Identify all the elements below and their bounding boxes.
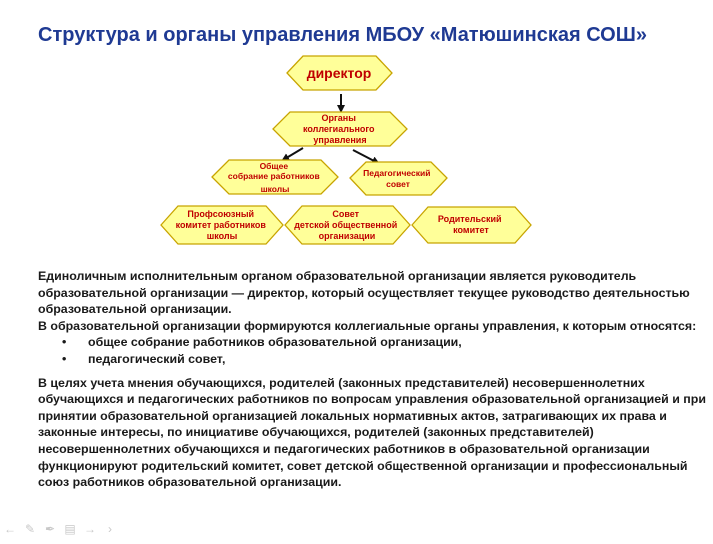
node-children-council-line: организации: [318, 231, 376, 241]
node-director: [287, 56, 392, 90]
description-text: [38, 268, 706, 491]
node-general-meeting-line: школы: [260, 184, 290, 194]
paragraph-director: Единоличным исполнительным органом образовательной организации является руководитель образовательной организации — директор, который осуществляет текущее руководство деятельностью образовательной организации.: [38, 269, 690, 317]
bullet-list: [38, 334, 706, 367]
list-item: [38, 334, 706, 351]
page-title: Структура и органы управления МБОУ «Матюшинская СОШ»: [38, 24, 647, 46]
node-general-meeting: [212, 160, 338, 194]
node-pedagogical-council: [350, 162, 447, 195]
node-ped-council-line: Педагогический: [363, 168, 431, 178]
chevron-right-icon[interactable]: ›: [108, 522, 112, 536]
arrow-collegial-general: [283, 148, 303, 160]
list-item-text: общее собрание работников образовательной организации,: [88, 335, 462, 350]
slides-icon[interactable]: ▤: [64, 522, 76, 536]
node-trade-union: [161, 206, 283, 244]
org-structure-diagram: [0, 0, 713, 260]
node-trade-union-line: Профсоюзный: [187, 209, 255, 219]
bullet-icon: •: [62, 335, 67, 350]
node-children-council: [285, 206, 410, 244]
list-item: [38, 351, 706, 368]
node-children-council-line: детской общественной: [294, 220, 398, 230]
node-trade-union-line: комитет работников: [175, 220, 266, 230]
node-trade-union-line: школы: [206, 231, 238, 241]
arrow-right-icon[interactable]: →: [84, 522, 96, 536]
node-collegial-bodies: [273, 112, 407, 146]
node-director-line: директор: [306, 65, 372, 81]
node-children-council-line: Совет: [332, 209, 360, 219]
marker-icon[interactable]: ✒: [44, 522, 56, 536]
arrow-collegial-ped: [353, 150, 378, 163]
node-parent-committee-line: Родительский: [437, 214, 502, 224]
node-collegial-line: Органы: [321, 113, 356, 123]
node-ped-council-line: совет: [386, 179, 410, 189]
pen-icon[interactable]: ✎: [24, 522, 36, 536]
node-parent-committee-line: комитет: [453, 225, 489, 235]
bullet-icon: •: [62, 351, 67, 366]
node-collegial-line: управления: [313, 135, 367, 145]
arrow-left-icon[interactable]: ←: [4, 522, 16, 536]
node-general-meeting-line: собрание работников: [227, 171, 320, 181]
list-item-text: педагогический совет,: [88, 351, 226, 366]
node-general-meeting-line: Общее: [259, 161, 289, 171]
slideshow-toolbar: [4, 522, 116, 538]
svg-text:директор: [307, 65, 372, 81]
paragraph-collegial: В образовательной организации формируются коллегиальные органы управления, к которым относятся:: [38, 318, 697, 333]
node-collegial-line: коллегиального: [302, 124, 375, 134]
paragraph-participation: В целях учета мнения обучающихся, родителей (законных представителей) несовершеннолетних обучающихся и педагогических работников по вопросам управления образовательной организацией и при принятии образовательной организацией локальных нормативных актов, затрагивающих их права и законные интересы, по инициативе обучающихся, родителей (законных представителей) несовершеннолетних обучающихся и педагогических работников в образовательной организации функционируют родительский комитет, совет детской общественной организации и профессиональный союз работников образовательной организации.: [38, 375, 706, 490]
node-parent-committee: [412, 207, 531, 243]
